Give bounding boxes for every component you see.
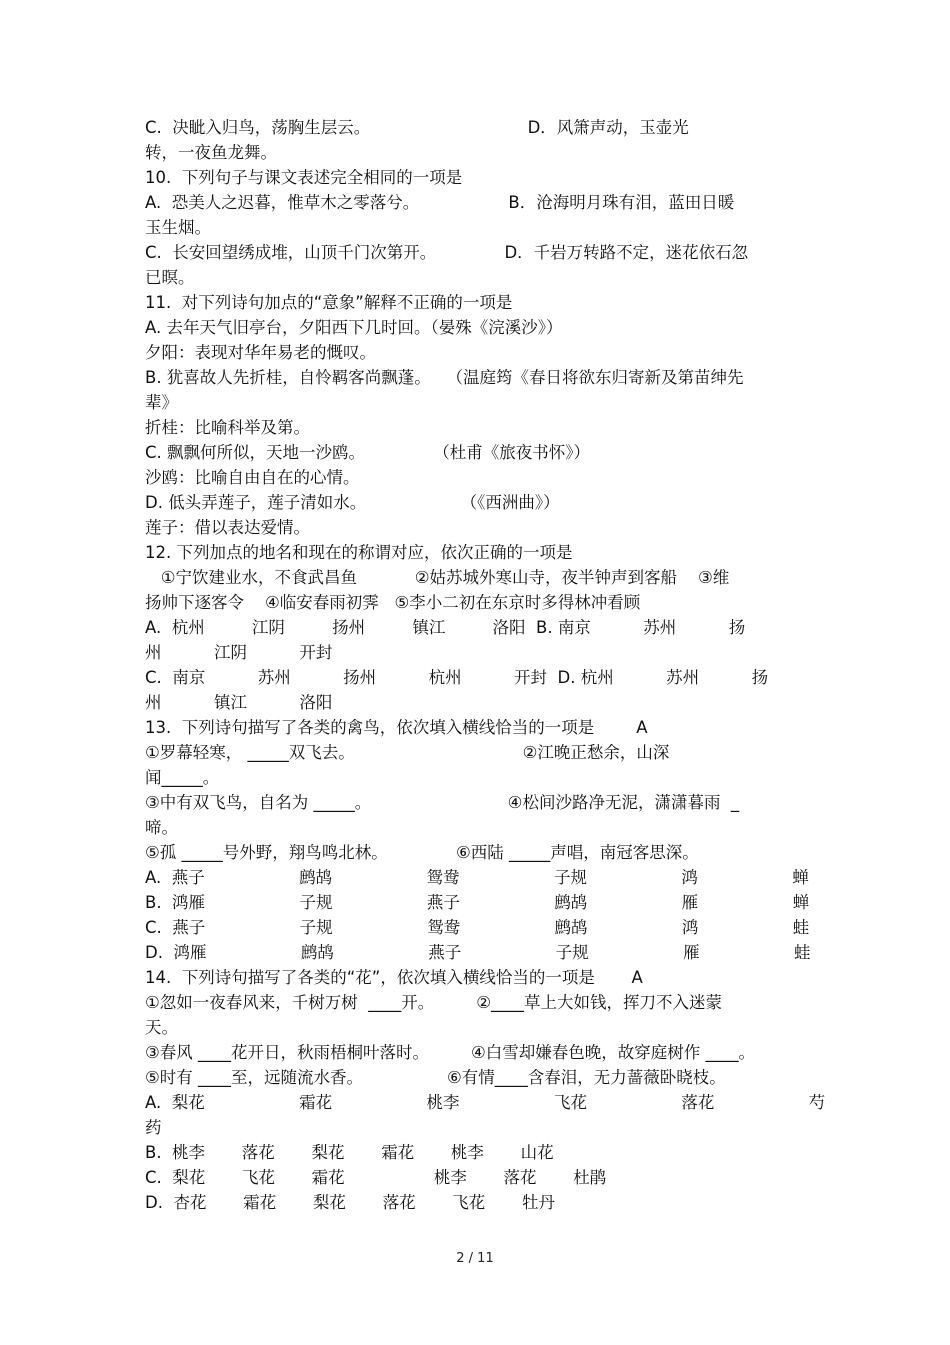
text-line: A. 杭州 江阴 扬州 镇江 洛阳 B. 南京 苏州 扬 [145,618,746,637]
text-line: ③中有双飞鸟，自名为 _____。 ④松间沙路净无泥，潇潇暮雨 _ [145,793,740,812]
option-line: B. 鸿雁 子规 燕子 鹧鸪 雁 蝉 [145,893,810,912]
text-line: ③春风 ____花开日，秋雨梧桐叶落时。 ④白雪却嫌春色晚，故穿庭树作 ____。 [145,1043,756,1062]
text-line: 州 镇江 洛阳 [145,693,333,712]
text-line: ⑤时有 ____至，远随流水香。 ⑥有情____含春泪，无力蔷薇卧晓枝。 [145,1068,726,1087]
text-line: ⑤孤 _____号外野，翔鸟鸣北林。 ⑥西陆 _____声唱，南冠客思深。 [145,843,699,862]
text-line: C. 长安回望绣成堆，山顶千门次第开。 D．千岩万转路不定，迷花依石忽 [145,243,749,262]
text-line: 沙鸥：比喻自由自在的心情。 [145,468,360,487]
text-line: A. 恐美人之迟暮，惟草木之零落兮。 B．沧海明月珠有泪，蓝田日暖 [145,193,735,212]
text-line: C. 南京 苏州 扬州 杭州 开封 D. 杭州 苏州 扬 [145,668,769,687]
option-line: B. 桃李 落花 梨花 霜花 桃李 山花 [145,1143,554,1162]
question-12-title: 12. 下列加点的地名和现在的称谓对应，依次正确的一项是 [145,543,573,562]
text-line: 莲子：借以表达爱情。 [145,518,310,537]
text-line: A. 去年天气旧亭台，夕阳西下几时回。（晏殊《浣溪沙》） [145,318,563,337]
question-11-title: 11. 对下列诗句加点的“意象”解释不正确的一项是 [145,293,513,312]
text-line: ①忽如一夜春风来，千树万树 ____开。 ②____草上大如钱，挥刀不入迷蒙 [145,993,723,1012]
text-line: 折桂：比喻科举及第。 [145,418,310,437]
question-10-title: 10. 下列句子与课文表述完全相同的一项是 [145,168,463,187]
text-line: 州 江阴 开封 [145,643,333,662]
option-line: A. 燕子 鹧鸪 鸳鸯 子规 鸿 蝉 [145,868,809,887]
text-line: 啼。 [145,818,178,837]
text-line: 辈》 [145,393,178,412]
text-line: D. 低头弄莲子，莲子清如水。 （《西洲曲》） [145,493,560,512]
option-line: D. 鸿雁 鹧鸪 燕子 子规 雁 蛙 [145,943,811,962]
option-line: A. 梨花 霜花 桃李 飞花 落花 芍 [145,1093,826,1112]
option-line: D. 杏花 霜花 梨花 落花 飞花 牡丹 [145,1193,556,1212]
text-line: 天。 [145,1018,178,1037]
option-line: C. 梨花 飞花 霜花 桃李 落花 杜鹃 [145,1168,607,1187]
text-line: B. 犹喜故人先折桂，自怜羁客尚飘蓬。 （温庭筠《春日将欲东归寄新及第苗绅先 [145,368,744,387]
option-line: C. 燕子 子规 鸳鸯 鹧鸪 鸿 蛙 [145,918,810,937]
text-line: ①宁饮建业水，不食武昌鱼 ②姑苏城外寒山寺，夜半钟声到客船 ③维 [145,568,730,587]
page-number: 2 / 11 [456,1251,494,1266]
text-line: 闻_____。 [145,768,220,787]
text-line: 夕阳：表现对华年易老的慨叹。 [145,343,376,362]
text-line: C. 决眦入归鸟，荡胸生层云。 D．风箫声动，玉壶光 [145,118,689,137]
text-line: 转，一夜鱼龙舞。 [145,143,277,162]
text-line: 玉生烟。 [145,218,211,237]
question-13-title: 13. 下列诗句描写了各类的禽鸟，依次填入横线恰当的一项是 A [145,718,648,737]
text-line: ①罗幕轻寒， _____双飞去。 ②江晚正愁余，山深 [145,743,670,762]
text-line: 扬帅下逐客令 ④临安春雨初霁 ⑤李小二初在东京时多得林冲看顾 [145,593,641,612]
text-line: C. 飘飘何所似，天地一沙鸥。 （杜甫《旅夜书怀》） [145,443,590,462]
option-line: 药 [145,1118,162,1137]
text-line: 已暝。 [145,268,195,287]
question-14-title: 14. 下列诗句描写了各类的“花”，依次填入横线恰当的一项是 A [145,968,643,987]
